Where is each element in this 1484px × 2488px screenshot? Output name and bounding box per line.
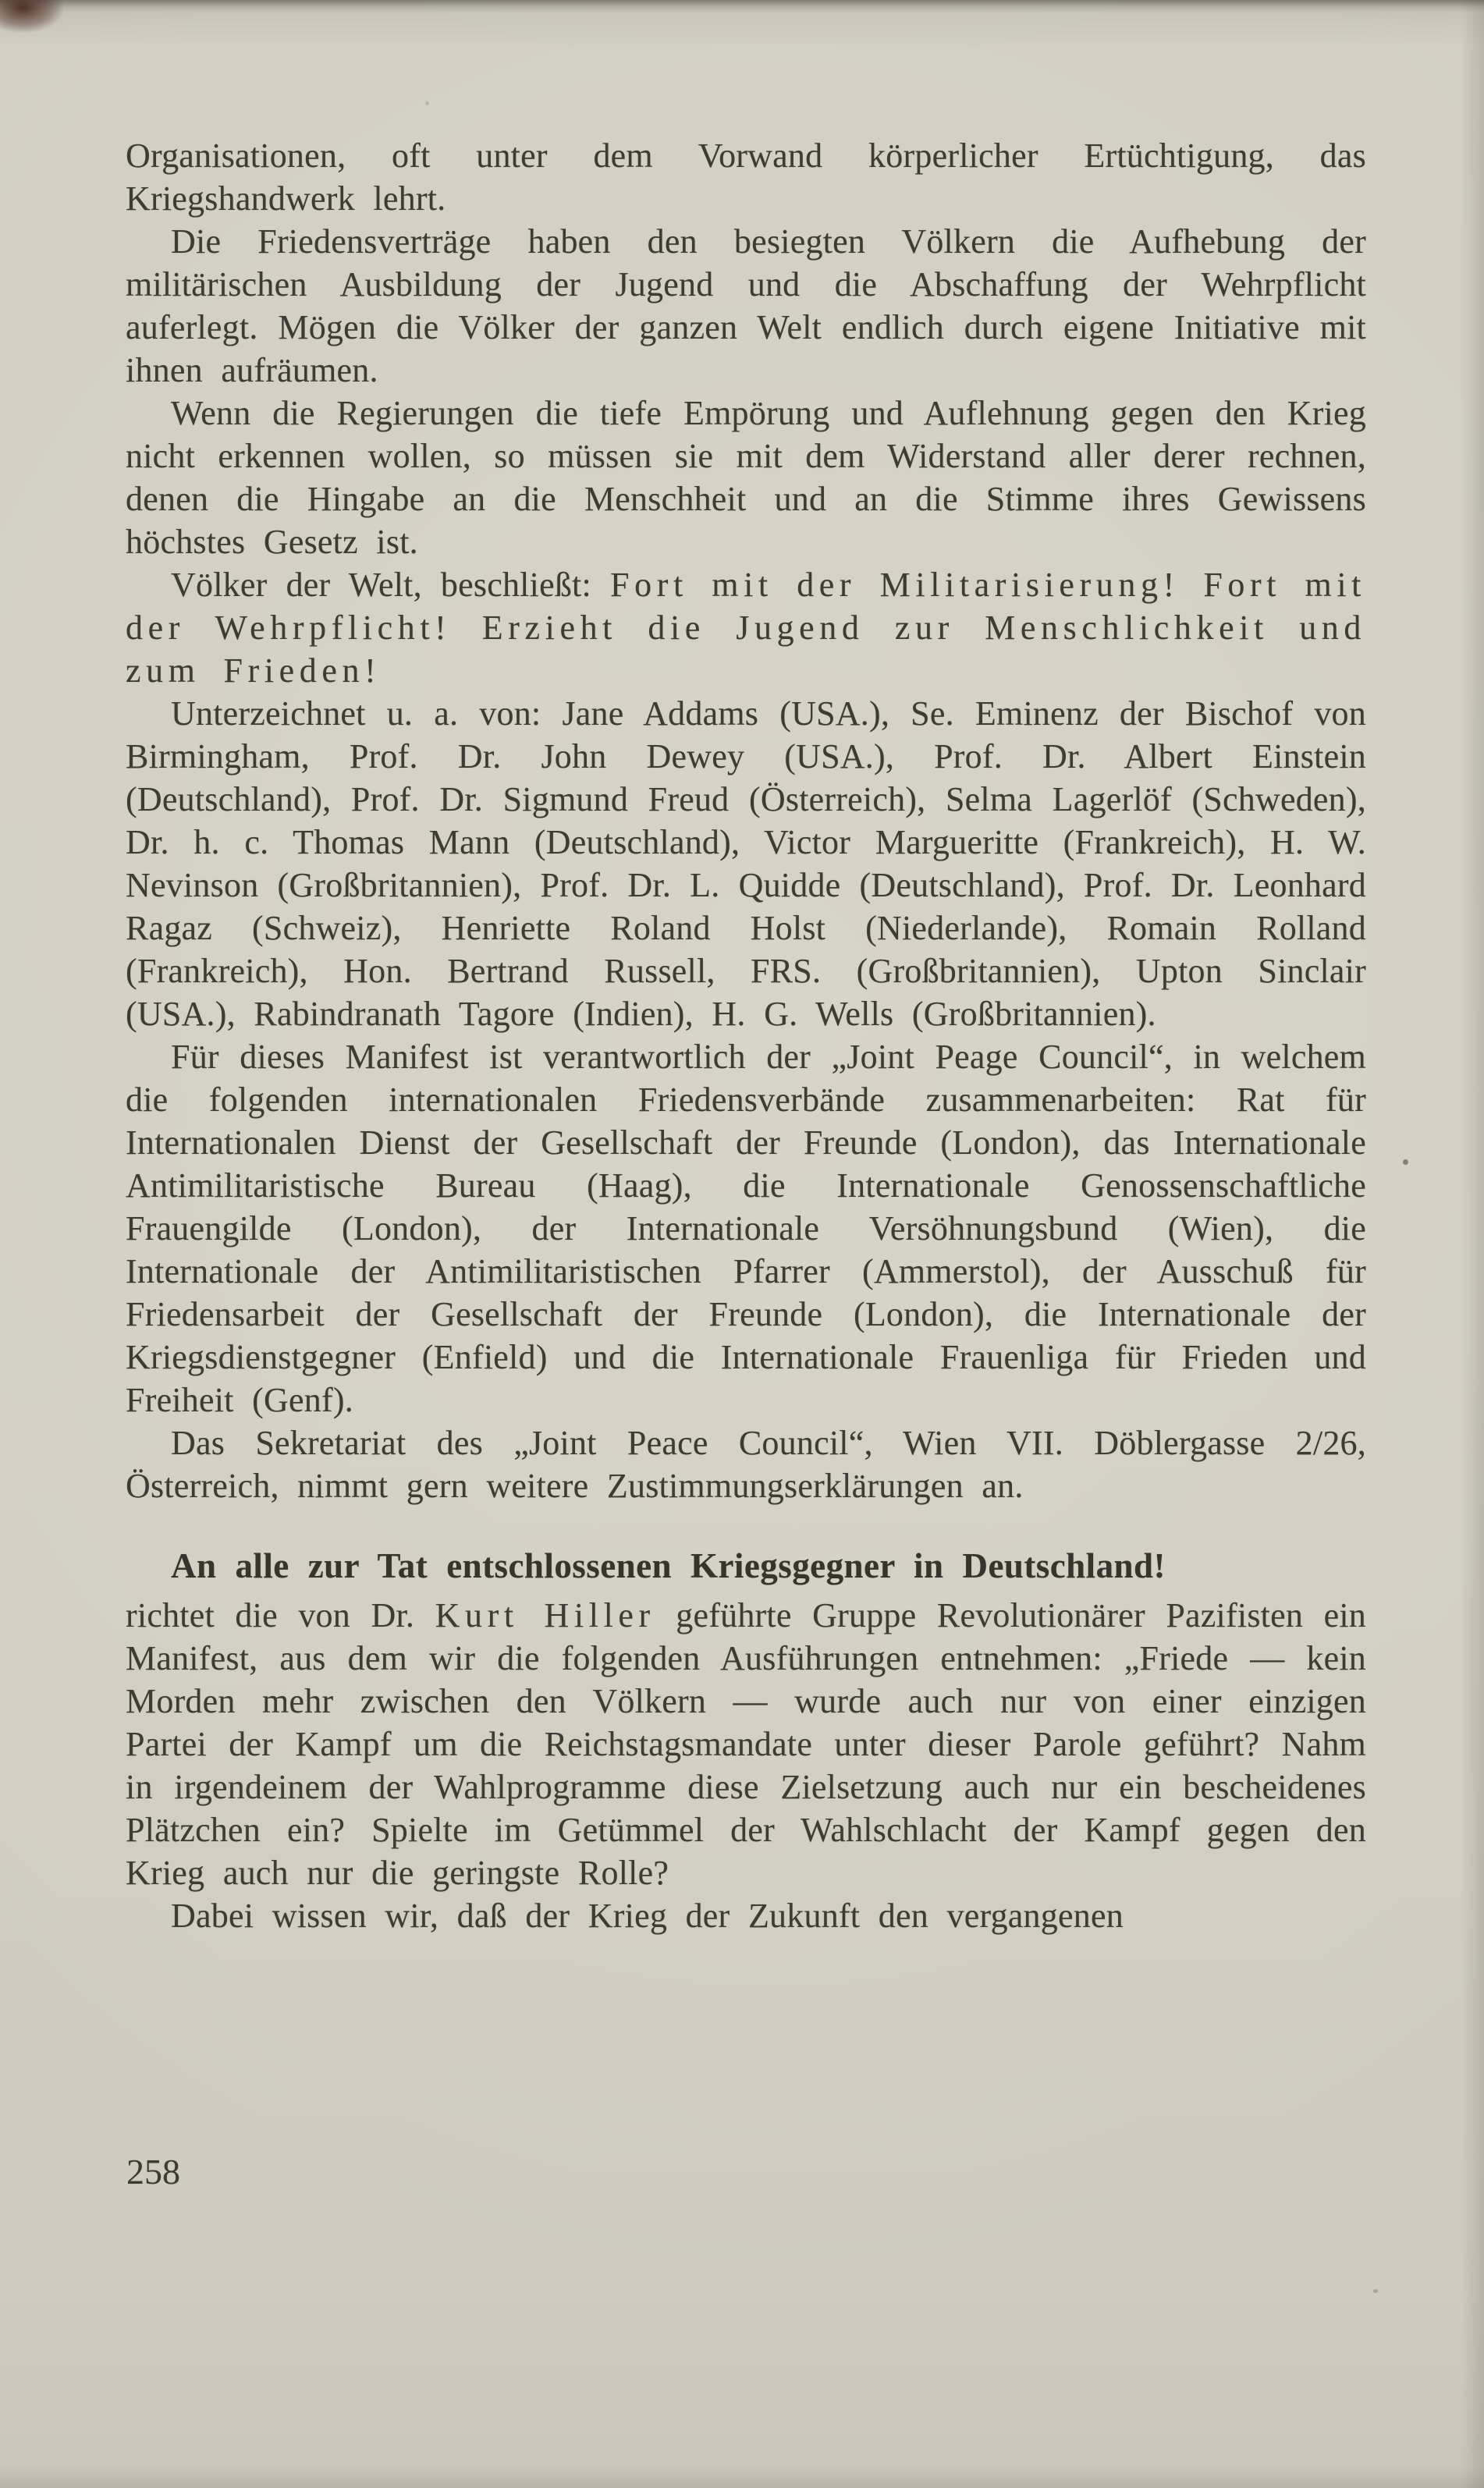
scan-top-edge-shadow bbox=[0, 0, 1484, 12]
paragraph-closing: Dabei wissen wir, daß der Krieg der Zukunft den vergangenen bbox=[171, 1897, 1124, 1935]
paragraph-joint-peace-council: Für dieses Manifest ist verantwortlich der „Joint Peage Council“, in welchem die folgenden internationalen Friedensverbände zusammenarbeiten: Rat für Internationalen Dienst der Gesellschaft der Freunde (London), das Internationale Antimilitaristische Bureau (Haag), die Internationale Genossenschaftliche Frauengilde (London), der Internationale Versöhnungsbund (Wien), die Internationale der Antimilitaristischen Pfarrer (Ammerstol), der Ausschuß für Friedensarbeit der Gesellschaft der Freunde (London), die Internationale der Kriegsdienstgegner (Enfield) und die Internationale Frauenliga für Frieden und Freiheit (Genf). bbox=[126, 1038, 1366, 1419]
page-number: 258 bbox=[126, 2152, 180, 2192]
appeal-lead-text: Völker der Welt, beschließt: bbox=[171, 566, 611, 604]
appeal-emphasized-text: Fort mit der Militarisierung! Fort mit der Wehrpflicht! Erzieht die Jugend zur Menschlichkeit und zum Frieden! bbox=[126, 566, 1367, 690]
scan-corner-stain bbox=[0, 0, 64, 33]
paragraph-hiller-manifest bbox=[126, 1594, 1366, 1894]
scan-right-edge-shadow bbox=[1461, 0, 1484, 2488]
hiller-lead-text: richtet die von Dr. bbox=[126, 1596, 435, 1634]
hiller-name-emphasized: Kurt Hiller bbox=[435, 1596, 655, 1634]
paragraph-signatories: Unterzeichnet u. a. von: Jane Addams (USA.), Se. Eminenz der Bischof von Birmingham, Prof. Dr. John Dewey (USA.), Prof. Dr. Albert Einstein (Deutschland), Prof. Dr. Sigmund Freud (Österreich), Selma Lagerlöf (Schweden), Dr. h. c. Thomas Mann (Deutschland), Victor Margueritte (Frankreich), H. W. Nevinson (Großbritannien), Prof. Dr. L. Quidde (Deutschland), Prof. Dr. Leonhard Ragaz (Schweiz), Henriette Roland Holst (Niederlande), Romain Rolland (Frankreich), Hon. Bertrand Russell, FRS. (Großbritannien), Upton Sinclair (USA.), Rabindranath Tagore (Indien), H. G. Wells (Großbritannien). bbox=[126, 694, 1366, 1033]
paragraph-peace-treaties: Die Friedensverträge haben den besiegten Völkern die Aufhebung der militärischen Ausbildung der Jugend und die Abschaffung der Wehrpflicht auferlegt. Mögen die Völker der ganzen Welt endlich durch eigene Initiative mit ihnen aufräumen. bbox=[126, 222, 1366, 389]
scan-speck bbox=[425, 101, 429, 105]
page-text-block bbox=[126, 134, 1366, 1937]
section-heading: An alle zur Tat entschlossenen Kriegsgegner in Deutschland! bbox=[171, 1546, 1166, 1585]
scan-bottom-edge-shadow bbox=[0, 2468, 1484, 2488]
hiller-rest-text: geführte Gruppe Revolutionärer Pazifisten ein Manifest, aus dem wir die folgenden Ausführungen entnehmen: „Friede — kein Morden mehr zwischen den Völkern — wurde auch nur von einer einzigen Partei der Kampf um die Reichstagsmandate unter dieser Parole geführt? Nahm in irgendeinem der Wahlprogramme diese Zielsetzung auch nur ein bescheidenes Plätzchen ein? Spielte im Getümmel der Wahlschlacht der Kampf gegen den Krieg auch nur die geringste Rolle? bbox=[126, 1596, 1366, 1892]
paragraph-appeal bbox=[126, 563, 1366, 692]
paragraph-governments: Wenn die Regierungen die tiefe Empörung und Auflehnung gegen den Krieg nicht erkennen wollen, so müssen sie mit dem Widerstand aller derer rechnen, denen die Hingabe an die Menschheit und an die Stimme ihres Gewissens höchstes Gesetz ist. bbox=[126, 394, 1366, 561]
paragraph-continuation: Organisationen, oft unter dem Vorwand körperlicher Ertüchtigung, das Kriegshandwerk lehrt. bbox=[126, 137, 1366, 218]
paragraph-secretariat: Das Sekretariat des „Joint Peace Council“, Wien VII. Döblergasse 2/26, Österreich, nimmt gern weitere Zustimmungserklärungen an. bbox=[126, 1424, 1366, 1505]
scan-speck bbox=[1373, 2289, 1378, 2293]
scan-speck bbox=[1403, 1159, 1408, 1165]
